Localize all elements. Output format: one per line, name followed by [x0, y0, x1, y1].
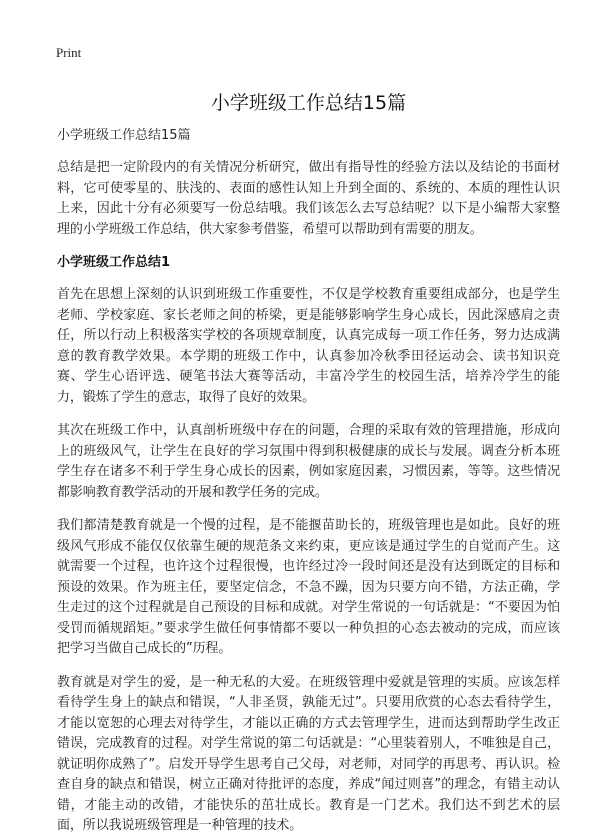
- body-paragraph: 教育就是对学生的爱，是一种无私的大爱。在班级管理中爱就是管理的实质。应该怎样看待学生身上的缺点和错误，“人非圣贤，孰能无过”。只要用欣赏的心态去看待学生，才能以宽恕的心理去对待学生，才能以正确的方式去管理学生，进而达到帮助学生改正错误，完成教育的过程。对学生常说的第二句话就是：“心里装着别人，不唯独是自己，就证明你成熟了”。启发开导学生思考自己父母，对老师，对同学的再思考、再认识。检查自身的缺点和错误，树立正确对待批评的态度，养成“闻过则喜”的理念，有错主动认错，才能主动的改错，才能快乐的茁壮成长。教育是一门艺术。我们达不到艺术的层面，所以我说班级管理是一种管理的技术。: [57, 674, 560, 833]
- document-subtitle: 小学班级工作总结15篇: [57, 128, 191, 143]
- print-link[interactable]: Print: [56, 45, 82, 60]
- intro-paragraph: 总结是把一定阶段内的有关情况分析研究，做出有指导性的经验方法以及结论的书面材料，它可使零星的、肤浅的、表面的感性认知上升到全面的、系统的、本质的理性认识上来，因此十分有必须要写一份总结哦。我们该怎么去写总结呢？以下是小编帮大家整理的小学班级工作总结，供大家参考借鉴，希望可以帮助到有需要的朋友。: [57, 160, 560, 237]
- document-title: 小学班级工作总结15篇: [210, 92, 407, 114]
- body-paragraph: 我们都清楚教育就是一个慢的过程，是不能揠苗助长的，班级管理也是如此。良好的班级风气形成不能仅仅依靠生硬的规范条文来约束，更应该是通过学生的自觉而产生。这就需要一个过程，也许这个过程很慢，也许经过冷一段时间还是没有达到既定的目标和预设的效果。作为班主任，要坚定信念，不急不躁，因为只要方向不错，方法正确，学生走过的这个过程就是自己预设的目标和成就。对学生常说的一句话就是：“不要因为怕受罚而循规蹈矩。”要求学生做任何事情都不要以一种负担的心态去被动的完成，而应该把学习当做自己成长的”历程。: [57, 518, 560, 656]
- body-paragraph: 首先在思想上深刻的认识到班级工作重要性，不仅是学校教育重要组成部分，也是学生老师、学校家庭、家长老师之间的桥梁，更是能够影响学生身心成长，因此深感肩之责任，所以行动上积极落实学校的各项规章制度，认真完成每一项工作任务，努力达成满意的教育教学效果。本学期的班级工作中，认真参加冷秋季田径运动会、读书知识竞赛、学生心语评选、硬笔书法大赛等活动，丰富冷学生的校园生活，培养冷学生的能力，锻炼了学生的意志，取得了良好的效果。: [57, 287, 560, 405]
- section-heading: 小学班级工作总结1: [57, 255, 171, 270]
- body-paragraph: 其次在班级工作中，认真剖析班级中存在的问题，合理的采取有效的管理措施，形成向上的班级风气，让学生在良好的学习氛围中得到积极健康的成长与发展。调查分析本班学生存在诸多不利于学生身心成长的因素，例如家庭因素，习惯因素，等等。这些情况都影响教育教学活动的开展和教学任务的完成。: [57, 423, 560, 500]
